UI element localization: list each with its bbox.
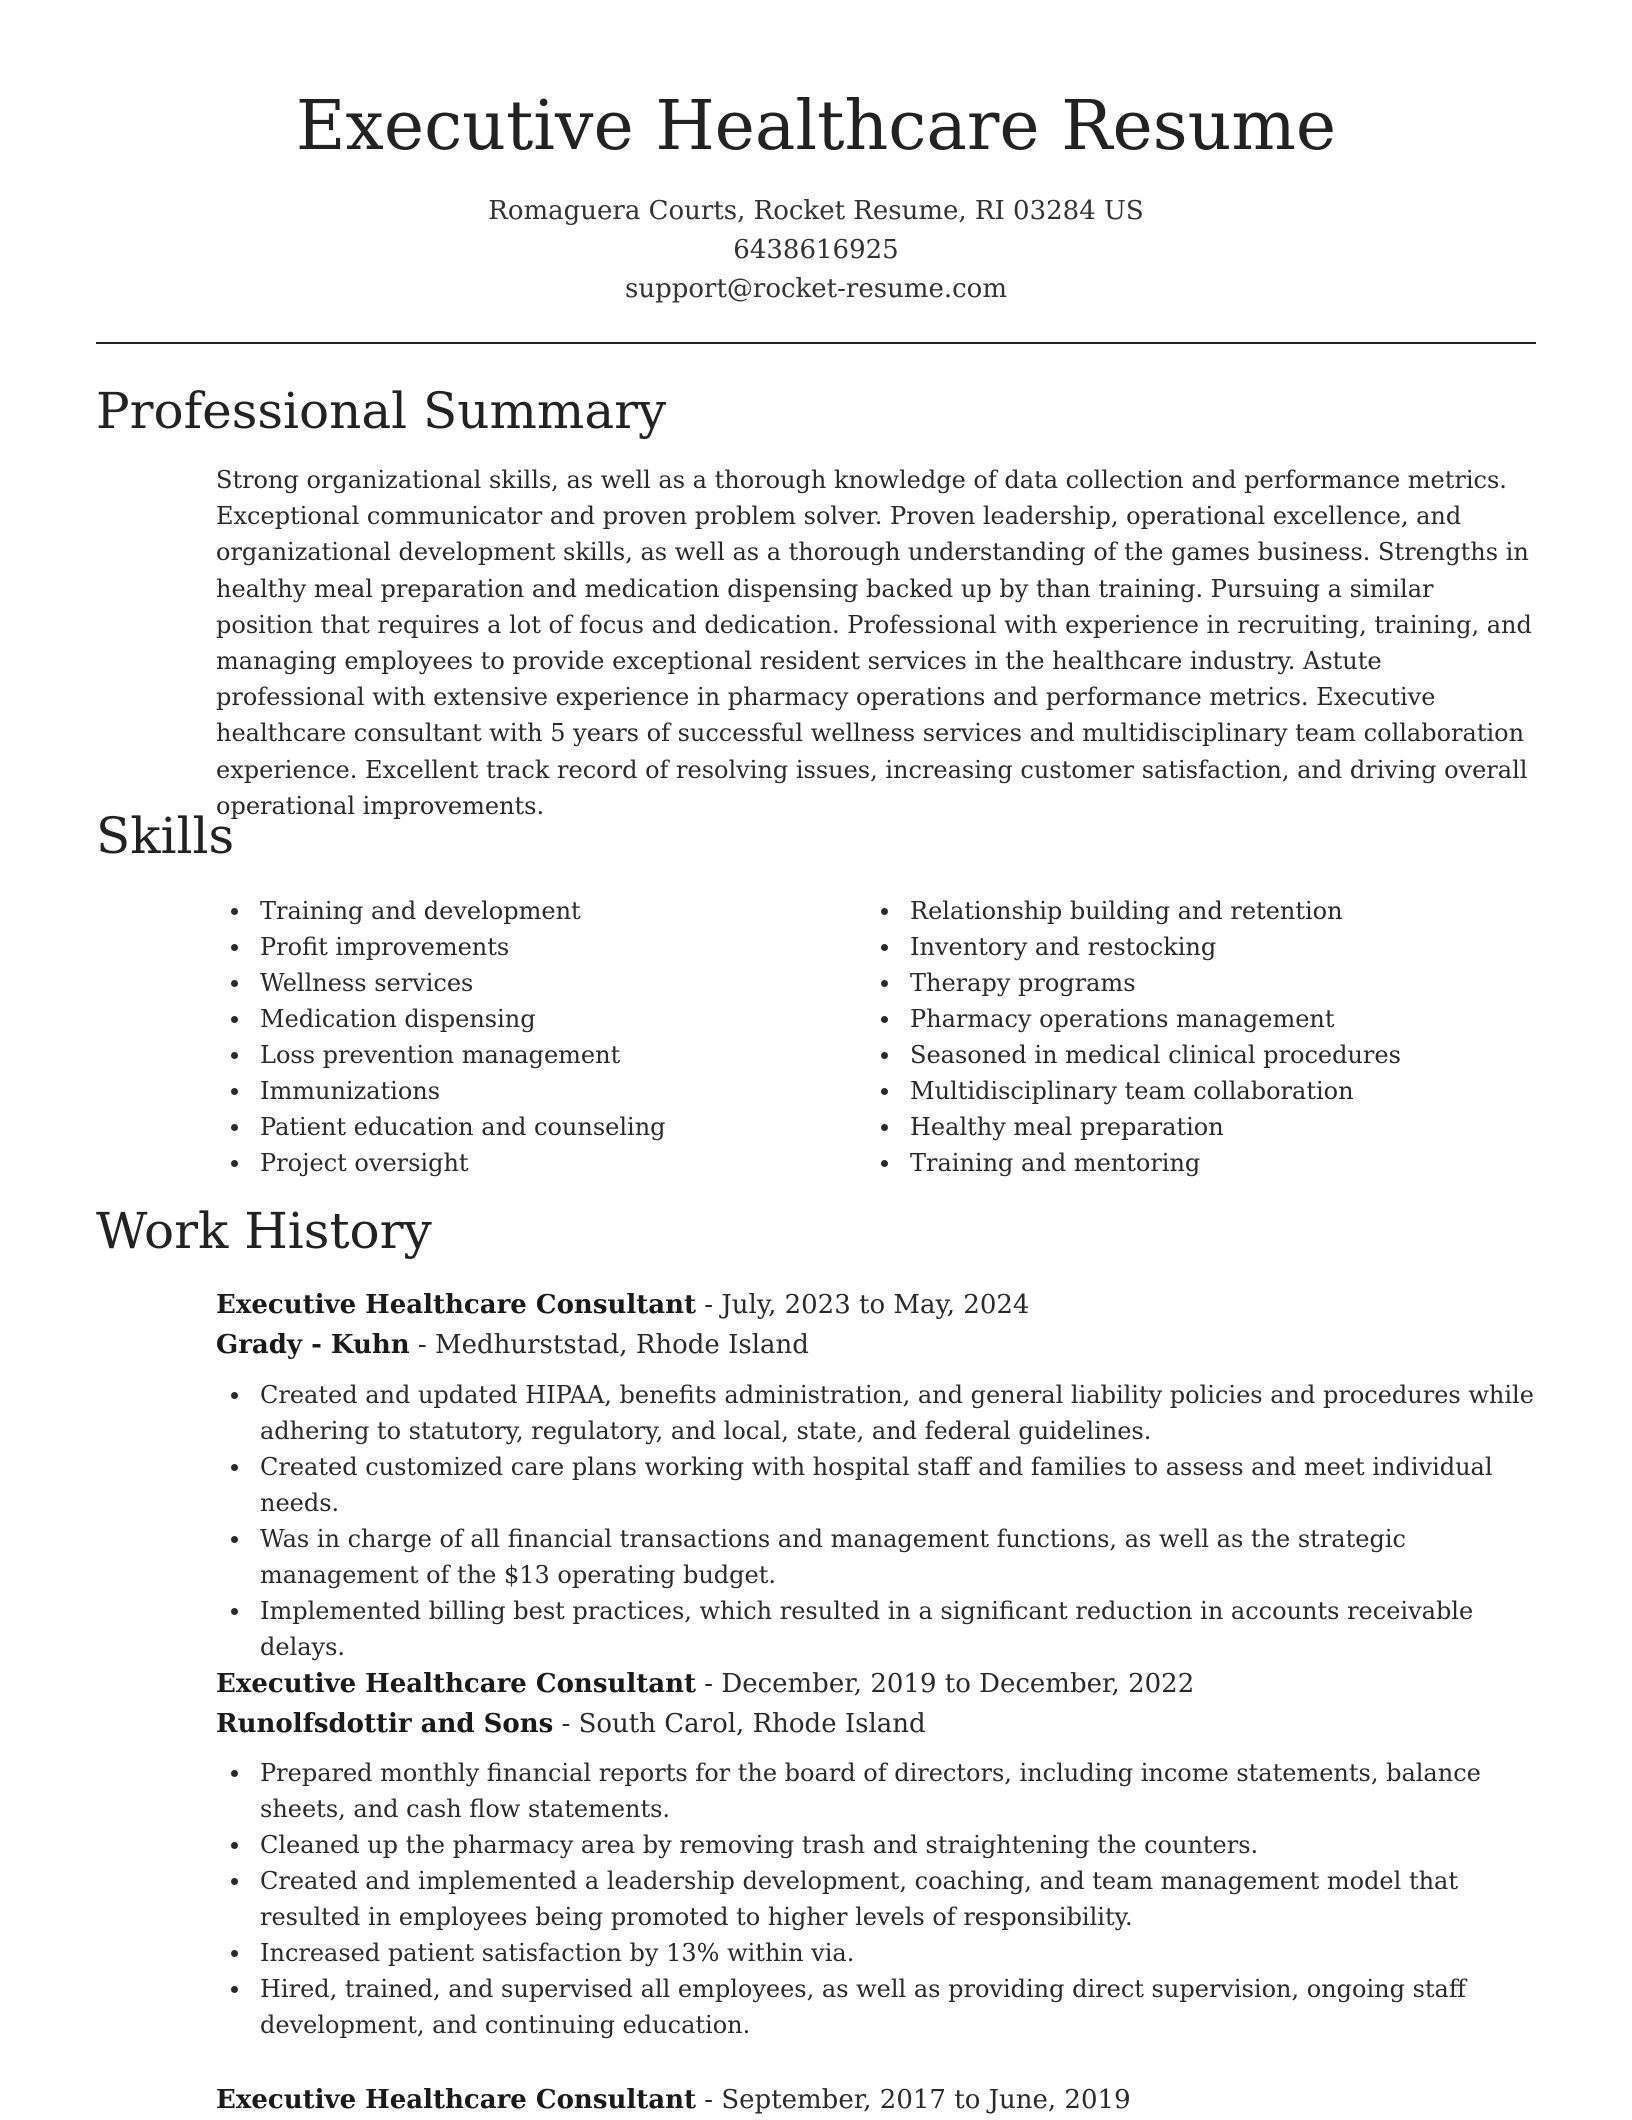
job-dates: - July, 2023 to May, 2024 [696, 1290, 1030, 1320]
job-location: - Medhurststad, Rhode Island [409, 1330, 809, 1360]
contact-block [0, 192, 1632, 309]
job-company-line [216, 1704, 926, 1744]
skills-heading: Skills [96, 807, 235, 865]
summary-heading: Professional Summary [96, 382, 667, 440]
skill-item: Training and development [216, 893, 836, 929]
job-bullet: Created and updated HIPAA, benefits administration, and general liability policies and procedures while adhering to statutory, regulatory, and local, state, and federal guidelines. [216, 1377, 1556, 1449]
phone-text: 6438616925 [733, 235, 899, 265]
job-bullet: Was in charge of all financial transactions and management functions, as well as the strategic management of the $13 operating budget. [216, 1521, 1556, 1593]
job-bullet: Hired, trained, and supervised all employees, as well as providing direct supervision, ongoing staff development, and continuing education. [216, 1971, 1556, 2043]
job-bullet: Implemented billing best practices, which resulted in a significant reduction in accounts receivable delays. [216, 1593, 1556, 1665]
skill-item: Inventory and restocking [866, 929, 1546, 965]
address-text: Romaguera Courts, Rocket Resume, RI 03284 US [488, 196, 1144, 226]
skill-item: Pharmacy operations management [866, 1001, 1546, 1037]
skill-item: Multidisciplinary team collaboration [866, 1073, 1546, 1109]
job-bullet: Created customized care plans working with hospital staff and families to assess and meet individual needs. [216, 1449, 1556, 1521]
job-location: - South Carol, Rhode Island [553, 1709, 926, 1739]
job-title-line [216, 1664, 1194, 1704]
skill-item: Therapy programs [866, 965, 1546, 1001]
skill-item: Profit improvements [216, 929, 836, 965]
job-title-line [216, 2080, 1131, 2120]
skill-item: Seasoned in medical clinical procedures [866, 1037, 1546, 1073]
skill-item: Immunizations [216, 1073, 836, 1109]
job-company: Grady - Kuhn [216, 1330, 410, 1360]
skills-list-right [866, 893, 1546, 1181]
job-dates: - September, 2017 to June, 2019 [696, 2085, 1131, 2115]
job-bullet: Cleaned up the pharmacy area by removing trash and straightening the counters. [216, 1827, 1556, 1863]
job-company: Runolfsdottir and Sons [216, 1709, 554, 1739]
job-title-line [216, 1285, 1029, 1325]
skill-item: Patient education and counseling [216, 1109, 836, 1145]
skill-item: Healthy meal preparation [866, 1109, 1546, 1145]
job-bullet: Increased patient satisfaction by 13% within via. [216, 1935, 1556, 1971]
skill-item: Medication dispensing [216, 1001, 836, 1037]
job-bullet: Created and implemented a leadership development, coaching, and team management model that resulted in employees being promoted to higher levels of responsibility. [216, 1863, 1556, 1935]
job-title: Executive Healthcare Consultant [216, 1290, 697, 1320]
skill-item: Relationship building and retention [866, 893, 1546, 929]
job-bullets [216, 1377, 1556, 1665]
skill-item: Wellness services [216, 965, 836, 1001]
summary-text: Strong organizational skills, as well as a thorough knowledge of data collection and performance metrics. Exceptional communicator and proven problem solver. Proven leadership, operational excellence, and organizational development skills, as well as a thorough understanding of the games business. Strengths in healthy meal preparation and medication dispensing backed up by than training. Pursuing a similar position that requires a lot of focus and dedication. Professional with experience in recruiting, training, and managing employees to provide exceptional resident services in the healthcare industry. Astute professional with extensive experience in pharmacy operations and performance metrics. Executive healthcare consultant with 5 years of successful wellness services and multidisciplinary team collaboration experience. Excellent track record of resolving issues, increasing customer satisfaction, and driving overall operational improvements. [216, 466, 1532, 820]
work-history-heading: Work History [96, 1202, 432, 1260]
skill-item: Project oversight [216, 1145, 836, 1181]
job-title: Executive Healthcare Consultant [216, 2085, 697, 2115]
job-bullet: Prepared monthly financial reports for the board of directors, including income statements, balance sheets, and cash flow statements. [216, 1755, 1556, 1827]
header-divider [96, 342, 1536, 344]
document-title: Executive Healthcare Resume [295, 87, 1337, 166]
skills-list-left [216, 893, 836, 1181]
skill-item: Training and mentoring [866, 1145, 1546, 1181]
skill-item: Loss prevention management [216, 1037, 836, 1073]
job-company-line [216, 1325, 809, 1365]
job-bullets [216, 1755, 1556, 2043]
job-title: Executive Healthcare Consultant [216, 1669, 697, 1699]
email-text: support@rocket-resume.com [624, 274, 1007, 304]
job-dates: - December, 2019 to December, 2022 [696, 1669, 1195, 1699]
